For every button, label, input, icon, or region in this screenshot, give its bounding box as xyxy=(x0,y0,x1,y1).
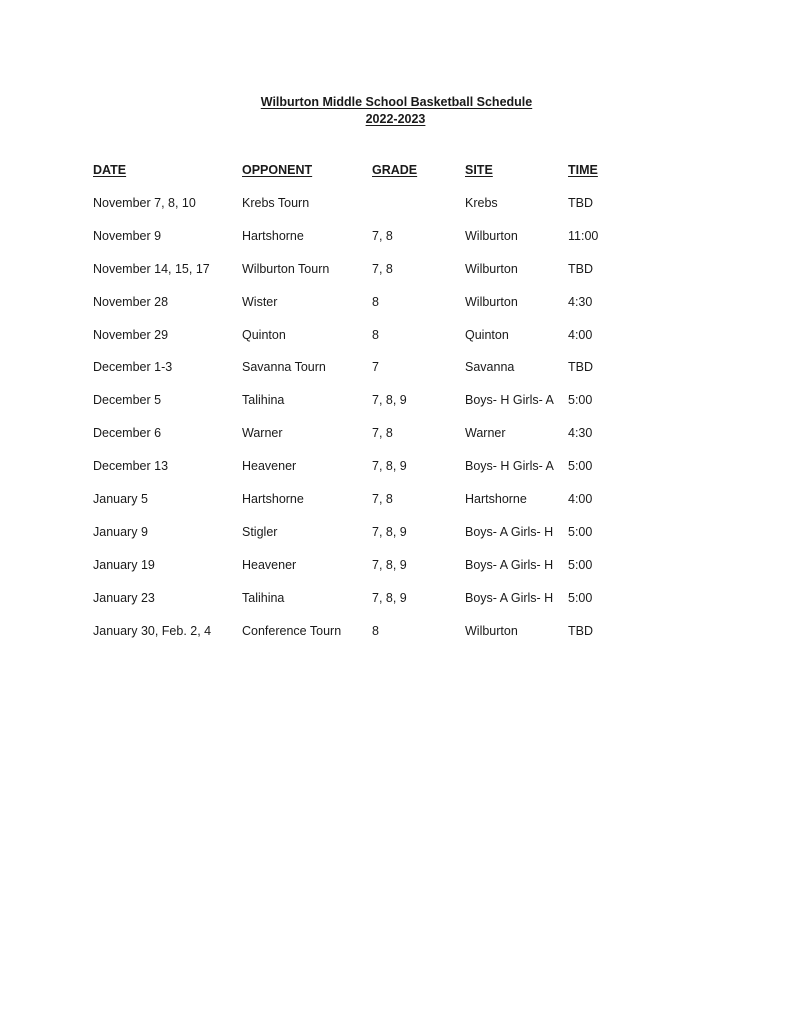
cell-site: Boys- A Girls- H xyxy=(465,557,554,572)
table-row xyxy=(93,325,713,358)
table-header-row xyxy=(93,160,713,193)
cell-opponent: Stigler xyxy=(242,524,278,539)
table-row xyxy=(93,522,713,555)
cell-site: Wilburton xyxy=(465,623,518,638)
table-row xyxy=(93,357,713,390)
cell-opponent: Heavener xyxy=(242,459,297,474)
cell-site: Hartshorne xyxy=(465,492,527,507)
cell-grade: 7, 8 xyxy=(372,261,393,276)
cell-time: 5:00 xyxy=(568,590,593,605)
cell-opponent: Wilburton Tourn xyxy=(242,261,330,276)
table-row xyxy=(93,226,713,259)
cell-time: 4:00 xyxy=(568,327,593,342)
table-row xyxy=(93,621,713,654)
cell-time: 4:30 xyxy=(568,426,593,441)
table-row xyxy=(93,555,713,588)
cell-site: Boys- A Girls- H xyxy=(465,590,554,605)
cell-grade: 7, 8, 9 xyxy=(372,524,407,539)
cell-date: November 14, 15, 17 xyxy=(93,261,210,276)
header-grade: GRADE xyxy=(372,163,418,177)
cell-site: Wilburton xyxy=(465,261,518,276)
cell-grade: 7, 8 xyxy=(372,426,393,441)
cell-date: January 23 xyxy=(93,590,155,605)
header-date: DATE xyxy=(93,163,127,177)
cell-opponent: Hartshorne xyxy=(242,228,304,243)
header-site: SITE xyxy=(465,163,493,177)
cell-time: 11:00 xyxy=(568,228,599,243)
cell-date: December 5 xyxy=(93,393,162,408)
schedule-table xyxy=(93,160,713,653)
cell-date: November 9 xyxy=(93,228,162,243)
cell-grade: 7, 8, 9 xyxy=(372,393,407,408)
cell-grade: 7, 8 xyxy=(372,492,393,507)
table-row xyxy=(93,588,713,621)
cell-date: December 1-3 xyxy=(93,360,173,375)
cell-opponent: Warner xyxy=(242,426,283,441)
cell-site: Wilburton xyxy=(465,294,518,309)
cell-time: 5:00 xyxy=(568,459,593,474)
cell-time: 4:30 xyxy=(568,294,593,309)
cell-opponent: Talihina xyxy=(242,590,285,605)
cell-time: TBD xyxy=(568,261,593,276)
cell-date: December 6 xyxy=(93,426,162,441)
cell-site: Boys- A Girls- H xyxy=(465,524,554,539)
cell-site: Warner xyxy=(465,426,506,441)
cell-opponent: Savanna Tourn xyxy=(242,360,326,375)
cell-grade: 7 xyxy=(372,360,379,375)
cell-grade: 7, 8 xyxy=(372,228,393,243)
cell-grade: 8 xyxy=(372,327,379,342)
cell-grade: 8 xyxy=(372,294,379,309)
cell-time: 5:00 xyxy=(568,393,593,408)
cell-date: November 29 xyxy=(93,327,169,342)
cell-opponent: Heavener xyxy=(242,557,297,572)
cell-time: 5:00 xyxy=(568,557,593,572)
cell-date: January 5 xyxy=(93,492,148,507)
cell-site: Quinton xyxy=(465,327,509,342)
cell-opponent: Conference Tourn xyxy=(242,623,342,638)
title-block xyxy=(0,94,791,128)
cell-time: 4:00 xyxy=(568,492,593,507)
season-label: 2022-2023 xyxy=(365,112,426,126)
cell-time: TBD xyxy=(568,360,593,375)
cell-date: January 9 xyxy=(93,524,148,539)
cell-site: Savanna xyxy=(465,360,515,375)
cell-time: TBD xyxy=(568,196,593,210)
cell-time: TBD xyxy=(568,623,593,638)
cell-date: January 30, Feb. 2, 4 xyxy=(93,623,212,638)
cell-grade: 7, 8, 9 xyxy=(372,459,407,474)
cell-opponent: Quinton xyxy=(242,327,286,342)
cell-grade: 8 xyxy=(372,623,379,638)
cell-grade: 7, 8, 9 xyxy=(372,590,407,605)
table-row xyxy=(93,390,713,423)
cell-date: January 19 xyxy=(93,557,155,572)
table-row xyxy=(93,193,713,226)
cell-date: November 7, 8, 10 xyxy=(93,196,196,210)
cell-time: 5:00 xyxy=(568,524,593,539)
cell-site: Wilburton xyxy=(465,228,518,243)
cell-opponent: Krebs Tourn xyxy=(242,196,310,210)
table-row xyxy=(93,456,713,489)
cell-date: November 28 xyxy=(93,294,169,309)
header-opponent: OPPONENT xyxy=(242,163,313,177)
cell-opponent: Hartshorne xyxy=(242,492,304,507)
cell-date: December 13 xyxy=(93,459,169,474)
cell-site: Krebs xyxy=(465,196,498,210)
table-row xyxy=(93,423,713,456)
table-row xyxy=(93,259,713,292)
table-row xyxy=(93,489,713,522)
table-row xyxy=(93,292,713,325)
header-time: TIME xyxy=(568,163,598,177)
cell-opponent: Talihina xyxy=(242,393,285,408)
cell-grade: 7, 8, 9 xyxy=(372,557,407,572)
cell-site: Boys- H Girls- A xyxy=(465,393,554,408)
document-title: Wilburton Middle School Basketball Schedule xyxy=(260,95,533,109)
cell-site: Boys- H Girls- A xyxy=(465,459,554,474)
cell-opponent: Wister xyxy=(242,294,278,309)
